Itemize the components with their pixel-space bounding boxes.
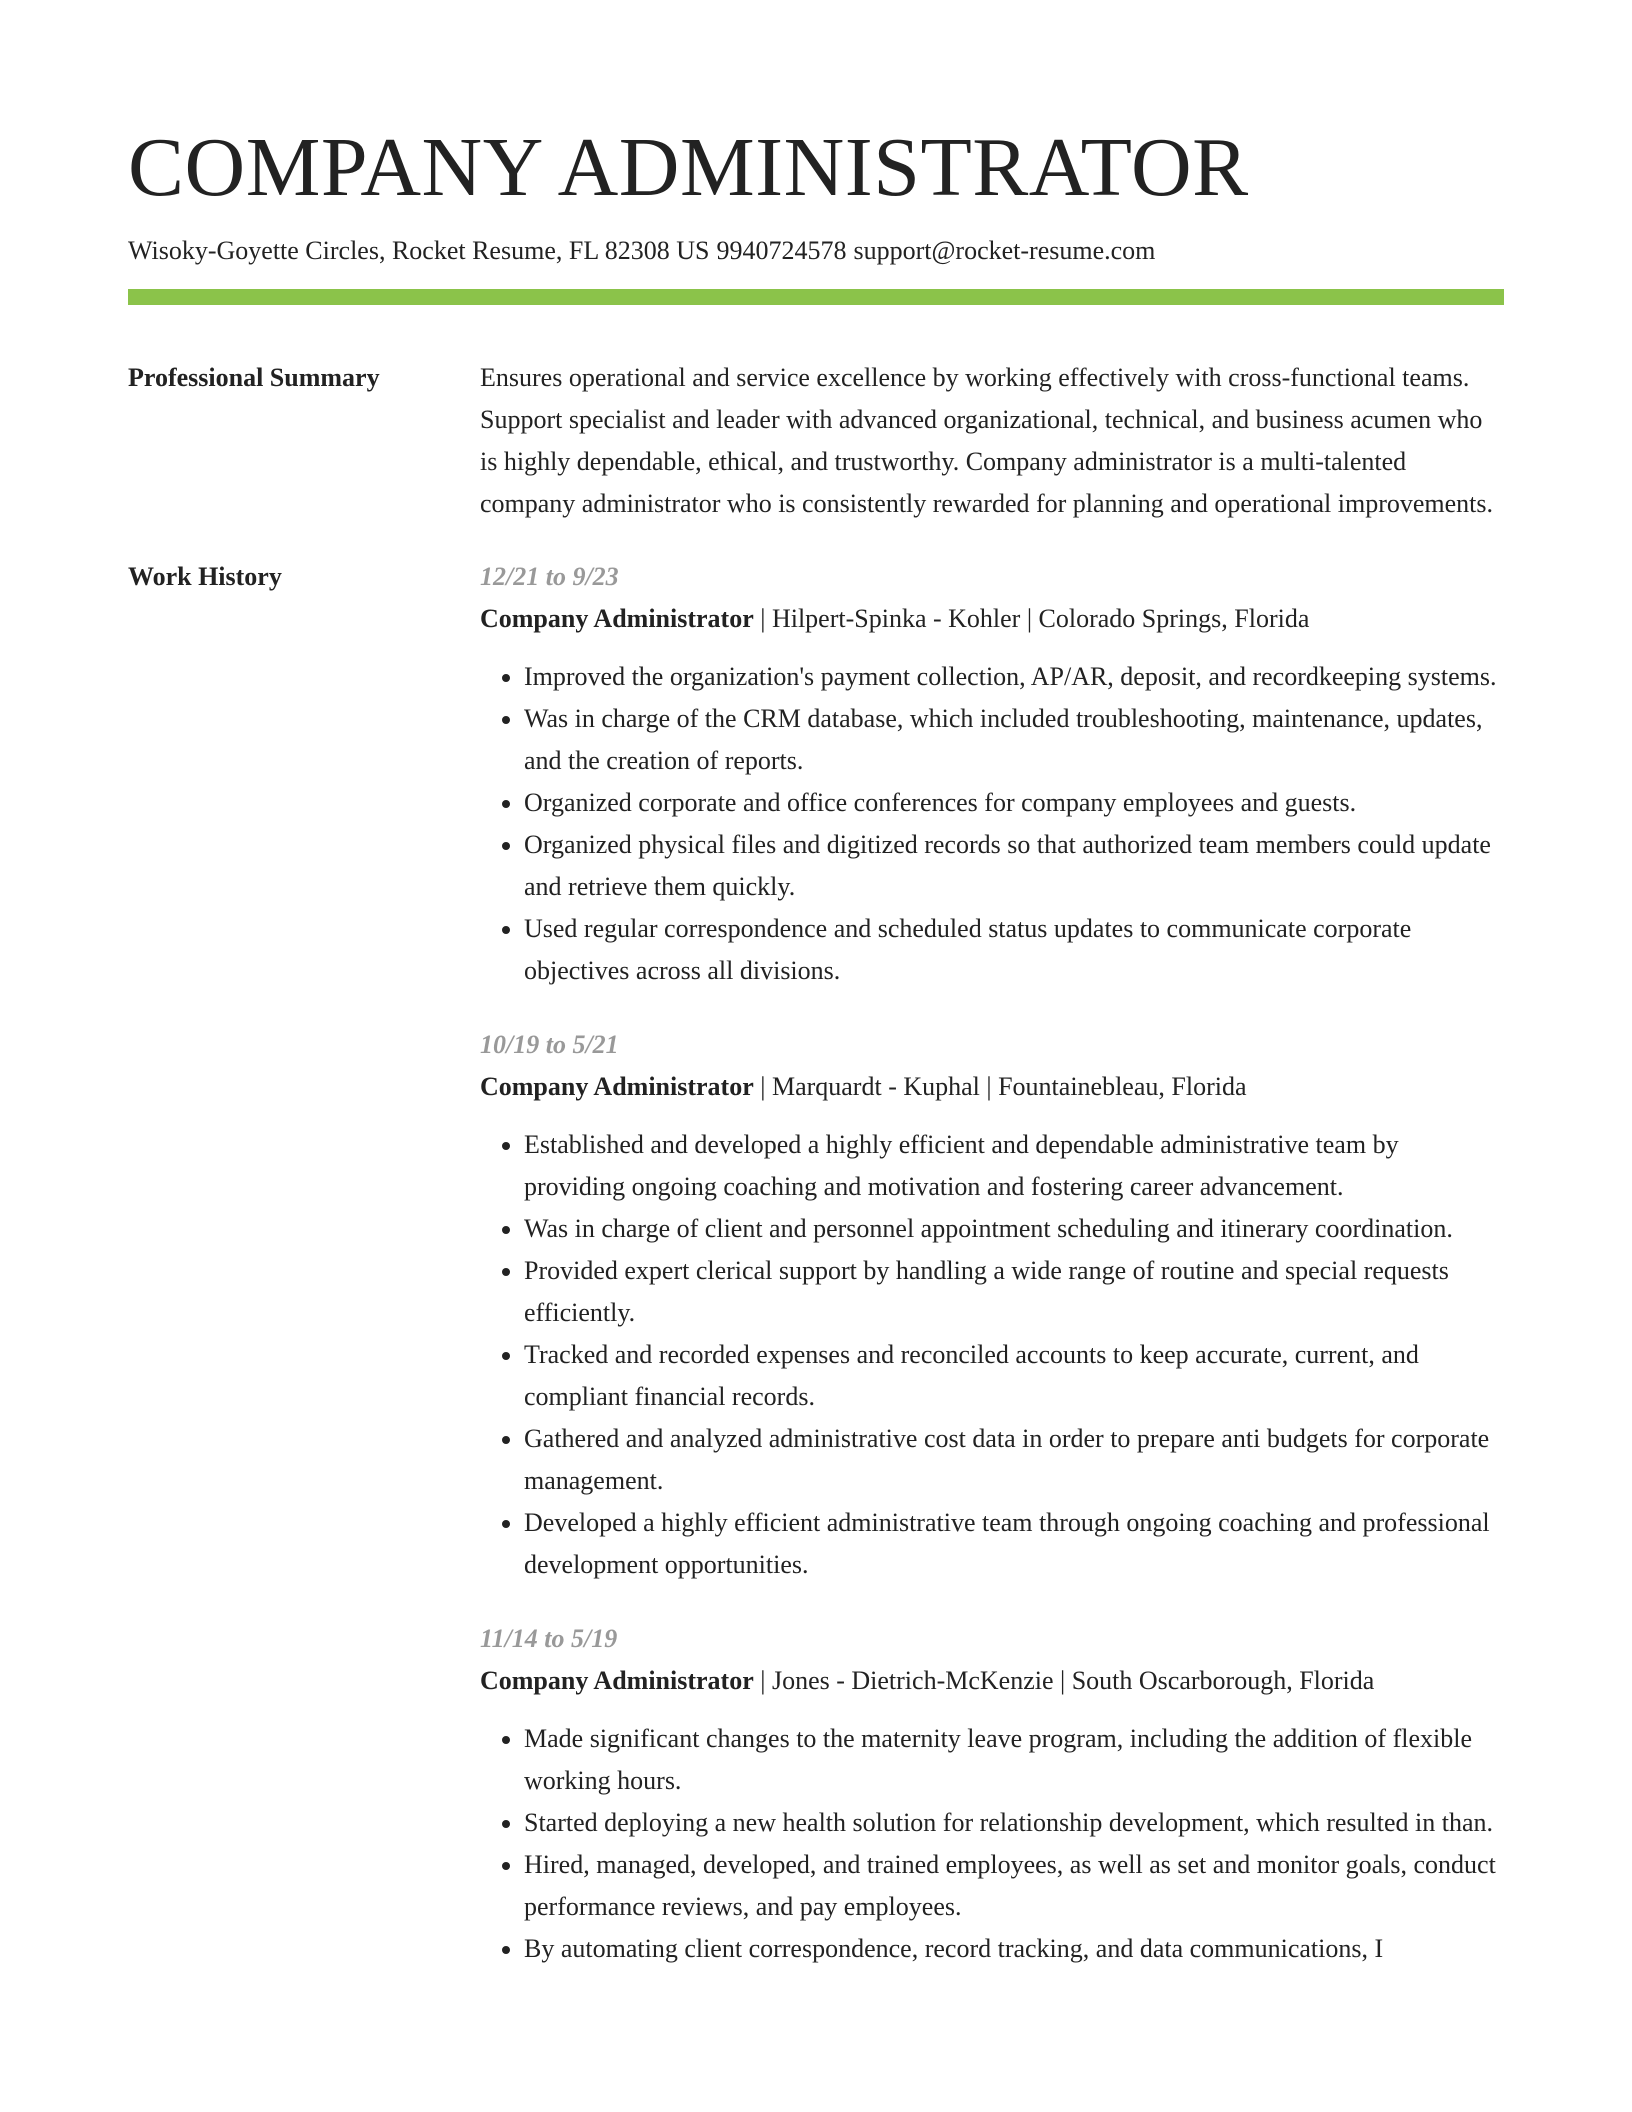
job-bullet: • Hired, managed, developed, and trained employees, as well as set and monitor goals, conduct performance reviews, and pay employees. [524, 1844, 1504, 1928]
job-dates: 12/21 to 9/23 [480, 562, 619, 591]
job-bullet: • Provided expert clerical support by handling a wide range of routine and special requests efficiently. [524, 1250, 1504, 1334]
contact-email: support@rocket-resume.com [853, 236, 1156, 265]
job-bullet: • Tracked and recorded expenses and reconciled accounts to keep accurate, current, and compliant financial records. [524, 1334, 1504, 1418]
resume-name-heading: COMPANY ADMINISTRATOR [128, 121, 1249, 214]
job-bullet: • Used regular correspondence and scheduled status updates to communicate corporate objectives across all divisions. [524, 908, 1504, 992]
contact-phone: 9940724578 [716, 236, 847, 265]
job-bullet: • By automating client correspondence, record tracking, and data communications, I [524, 1928, 1504, 1970]
work-history-list [480, 556, 1504, 2002]
job-title: Company Administrator [480, 604, 754, 633]
job-bullet: • Gathered and analyzed administrative cost data in order to prepare anti budgets for corporate management. [524, 1418, 1504, 1502]
work-history-section [128, 556, 1504, 2002]
job-bullet: • Started deploying a new health solution for relationship development, which resulted in than. [524, 1802, 1504, 1844]
job-heading [480, 598, 1504, 640]
job-dates: 11/14 to 5/19 [480, 1624, 618, 1653]
job-bullet: • Organized physical files and digitized records so that authorized team members could update and retrieve them quickly. [524, 824, 1504, 908]
resume-page [128, 118, 1504, 2002]
job-bullet: • Organized corporate and office conferences for company employees and guests. [524, 782, 1504, 824]
job-dates: 10/19 to 5/21 [480, 1030, 619, 1059]
job-employer-location: | Hilpert-Spinka - Kohler | Colorado Springs, Florida [753, 604, 1310, 633]
job-bullet: • Was in charge of client and personnel appointment scheduling and itinerary coordination. [524, 1208, 1504, 1250]
job-bullet-list [480, 1124, 1504, 1586]
summary-text: Ensures operational and service excellence by working effectively with cross-functional teams. Support specialist and leader with advanced organizational, technical, and business acumen who is highly dependable, ethical, and trustworthy. Company administrator is a multi-talented company administrator who is consistently rewarded for planning and operational improvements. [480, 363, 1494, 518]
job-title: Company Administrator [480, 1072, 754, 1101]
job-bullet: • Improved the organization's payment collection, AP/AR, deposit, and recordkeeping systems. [524, 656, 1504, 698]
job-bullet: • Established and developed a highly efficient and dependable administrative team by providing ongoing coaching and motivation and fostering career advancement. [524, 1124, 1504, 1208]
job-bullet-list [480, 1718, 1504, 1970]
job-heading [480, 1660, 1504, 1702]
job-bullet-list [480, 656, 1504, 992]
contact-line [128, 234, 1504, 268]
job-bullet: • Was in charge of the CRM database, which included troubleshooting, maintenance, updates, and the creation of reports. [524, 698, 1504, 782]
job-entry [480, 556, 1504, 992]
summary-label: Professional Summary [128, 363, 380, 392]
job-bullet: • Made significant changes to the maternity leave program, including the addition of flexible working hours. [524, 1718, 1504, 1802]
work-history-label: Work History [128, 562, 282, 591]
job-title: Company Administrator [480, 1666, 754, 1695]
job-entry [480, 1024, 1504, 1586]
job-employer-location: | Marquardt - Kuphal | Fountainebleau, Florida [753, 1072, 1247, 1101]
job-bullet: • Developed a highly efficient administrative team through ongoing coaching and professional development opportunities. [524, 1502, 1504, 1586]
contact-address: Wisoky-Goyette Circles, Rocket Resume, FL 82308 US [128, 236, 710, 265]
header-divider [128, 289, 1504, 305]
summary-section [128, 357, 1504, 525]
job-entry [480, 1618, 1504, 1970]
job-employer-location: | Jones - Dietrich-McKenzie | South Oscarborough, Florida [753, 1666, 1375, 1695]
job-heading [480, 1066, 1504, 1108]
